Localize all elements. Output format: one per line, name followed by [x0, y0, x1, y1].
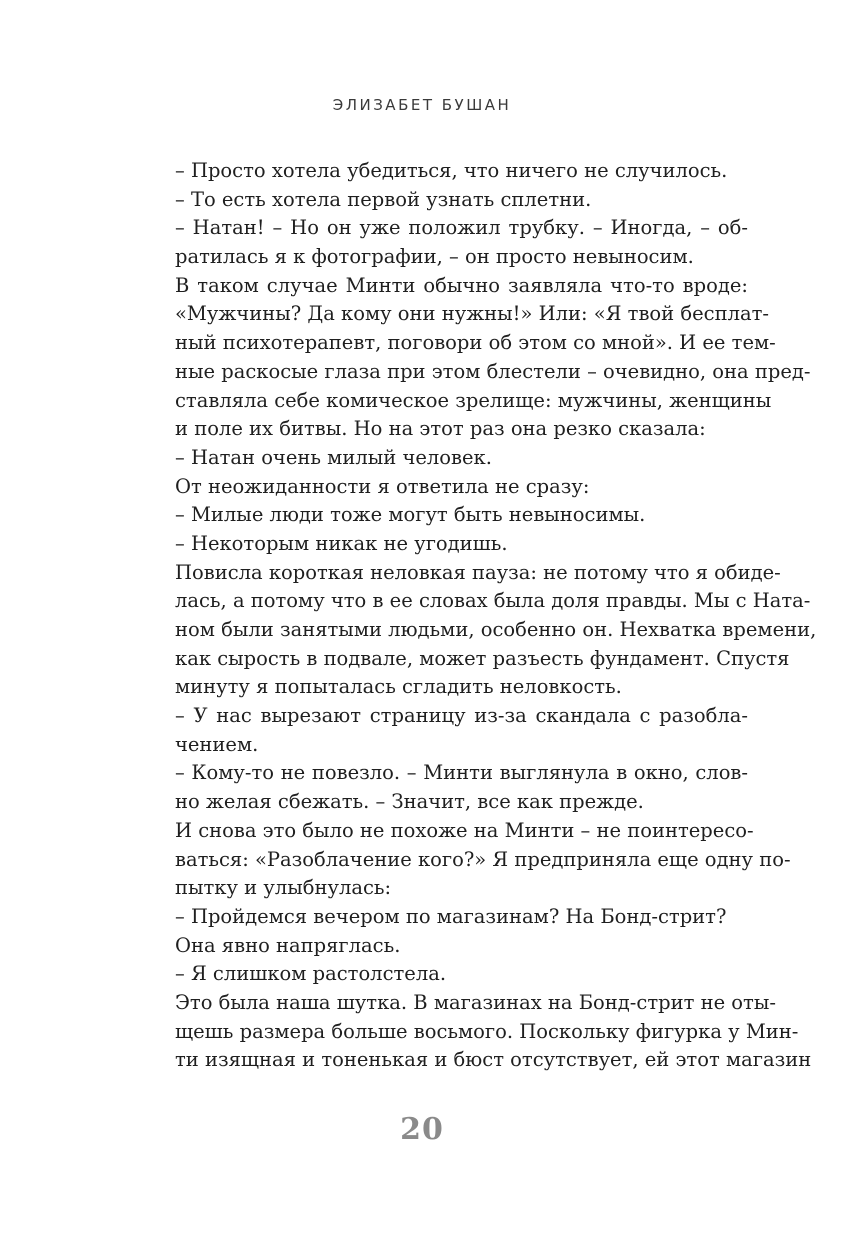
- text-line: ваться: «Разоблачение кого?» Я предприняла еще одну по-: [175, 847, 791, 871]
- text-line: – Натан! – Но он уже положил трубку. – Иногда, – об-: [175, 216, 748, 240]
- text-line: ставляла себе комическое зрелище: мужчины, женщины: [175, 388, 772, 412]
- text-line: – Милые люди тоже могут быть невыносимы.: [175, 503, 646, 527]
- text-line: «Мужчины? Да кому они нужны!» Или: «Я твой бесплат-: [175, 302, 769, 326]
- text-line: Это была наша шутка. В магазинах на Бонд-стрит не оты-: [175, 990, 776, 1014]
- text-line: но желая сбежать. – Значит, все как прежде.: [175, 790, 644, 814]
- text-line: ти изящная и тоненькая и бюст отсутствует, ей этот магазин: [175, 1048, 812, 1072]
- text-line: В таком случае Минти обычно заявляла что-то вроде:: [175, 273, 748, 297]
- text-line: минуту я попыталась сгладить неловкость.: [175, 675, 622, 699]
- text-line: От неожиданности я ответила не сразу:: [175, 474, 590, 498]
- text-line: – Кому-то не повезло. – Минти выглянула в окно, слов-: [175, 761, 748, 785]
- text-line: И снова это было не похоже на Минти – не поинтересо-: [175, 818, 754, 842]
- text-line: – Некоторым никак не угодишь.: [175, 531, 508, 555]
- running-head: ЭЛИЗАБЕТ БУШАН: [332, 96, 512, 114]
- text-line: как сырость в подвале, может разъесть фундамент. Спустя: [175, 646, 790, 670]
- text-line: щешь размера больше восьмого. Поскольку фигурка у Мин-: [175, 1019, 799, 1043]
- text-line: – Натан очень милый человек.: [175, 445, 492, 469]
- text-line: Повисла короткая неловкая пауза: не потому что я обиде-: [175, 560, 781, 584]
- text-line: – Пройдемся вечером по магазинам? На Бонд-стрит?: [175, 904, 727, 928]
- text-line: Она явно напряглась.: [175, 933, 401, 957]
- text-line: ном были занятыми людьми, особенно он. Нехватка времени,: [175, 618, 817, 641]
- text-line: – Просто хотела убедиться, что ничего не случилось.: [175, 159, 728, 182]
- text-line: ные раскосые глаза при этом блестели – очевидно, она пред-: [175, 359, 811, 383]
- text-line: – У нас вырезают страницу из-за скандала с разобла-: [175, 704, 748, 728]
- text-line: ратилась я к фотографии, – он просто невыносим.: [175, 245, 694, 269]
- text-line: чением.: [175, 732, 259, 756]
- text-line: ный психотерапевт, поговори об этом со мной». И ее тем-: [175, 331, 776, 355]
- text-line: и поле их битвы. Но на этот раз она резко сказала:: [175, 417, 706, 441]
- text-line: – Я слишком растолстела.: [175, 962, 447, 986]
- text-line: – То есть хотела первой узнать сплетни.: [175, 187, 592, 211]
- text-line: лась, а потому что в ее словах была доля правды. Мы с Ната-: [175, 589, 811, 613]
- page-number: 20: [400, 1112, 444, 1147]
- text-line: пытку и улыбнулась:: [175, 876, 392, 900]
- body-text: [175, 157, 817, 1075]
